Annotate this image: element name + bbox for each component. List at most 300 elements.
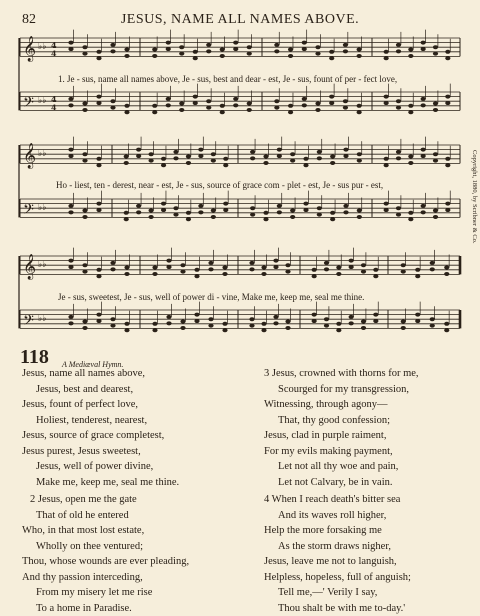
note-head (124, 328, 129, 332)
note-head (373, 319, 378, 323)
note-head (445, 202, 450, 206)
verse-line: Thou, whose wounds are ever pleading, (22, 554, 189, 570)
verse-line: Holiest, tenderest, nearest, (22, 413, 179, 429)
note-head (161, 202, 166, 206)
note-head (433, 152, 438, 156)
note-head (261, 322, 266, 326)
bass-clef: 𝄢 (23, 201, 34, 221)
lyric-line-3: Je - sus, sweetest, Je - sus, well of power di - vine, Make me, keep me, seal me thine. (58, 292, 364, 302)
note-head (208, 267, 213, 271)
note-head (361, 270, 366, 274)
note-head (336, 322, 341, 326)
note-head (250, 206, 255, 210)
note-head (96, 50, 101, 54)
note-head (68, 47, 73, 51)
note-head (330, 217, 335, 221)
note-head (303, 157, 308, 161)
note-head (349, 265, 354, 269)
note-head (361, 326, 366, 330)
note-head (82, 320, 87, 324)
note-head (223, 208, 228, 212)
note-head (110, 106, 115, 110)
note-head (445, 56, 450, 60)
note-head (96, 268, 101, 272)
verse-line: Jesus, source of grace completest, (22, 428, 179, 444)
note-head (349, 321, 354, 325)
note-head (444, 272, 449, 276)
note-head (401, 326, 406, 330)
note-head (384, 56, 389, 60)
note-head (136, 148, 141, 152)
note-head (396, 150, 401, 154)
note-head (408, 217, 413, 221)
note-head (274, 99, 279, 103)
note-head (285, 270, 290, 274)
note-head (433, 45, 438, 49)
note-head (152, 104, 157, 108)
verse-line: Jesus, best and dearest, (22, 382, 179, 398)
note-head (82, 209, 87, 213)
note-head (208, 261, 213, 265)
note-head (433, 209, 438, 213)
verse-line: For my evils making payment, (264, 444, 419, 460)
note-head (421, 148, 426, 152)
note-head (110, 43, 115, 47)
note-head (408, 155, 413, 159)
note-head (361, 320, 366, 324)
note-head (285, 326, 290, 330)
note-head (249, 324, 254, 328)
note-head (68, 315, 73, 319)
note-head (303, 202, 308, 206)
note-head (401, 270, 406, 274)
verse-line: Tell me,—' Verily I say, (264, 585, 411, 601)
note-head (152, 272, 157, 276)
note-head (124, 155, 129, 159)
note-head (401, 263, 406, 267)
copyright-notice (468, 150, 478, 340)
note-head (223, 202, 228, 206)
note-head (433, 215, 438, 219)
note-head (343, 99, 348, 103)
note-head (193, 50, 198, 54)
verse-line: Make me, keep me, seal me thine. (22, 475, 179, 491)
note-head (149, 159, 154, 163)
note-head (124, 211, 129, 215)
key-signature: ♭♭ (38, 96, 47, 106)
note-head (166, 259, 171, 263)
verse-line: And thy passion interceding, (22, 570, 189, 586)
hymn-number: 118 (20, 346, 49, 369)
note-head (82, 270, 87, 274)
verse-line: That of old he entered (22, 508, 189, 524)
note-head (315, 108, 320, 112)
note-head (68, 148, 73, 152)
verse-line: Jesus, fount of perfect love, (22, 397, 179, 413)
note-head (288, 104, 293, 108)
note-head (433, 159, 438, 163)
note-head (288, 110, 293, 114)
note-head (408, 104, 413, 108)
note-head (336, 328, 341, 332)
note-head (302, 97, 307, 101)
note-head (211, 159, 216, 163)
note-head (152, 48, 157, 52)
note-head (68, 154, 73, 158)
note-head (193, 101, 198, 105)
note-head (445, 95, 450, 99)
note-head (357, 152, 362, 156)
hymn-source: A Mediæval Hymn. (62, 360, 123, 369)
note-head (421, 41, 426, 45)
note-head (430, 261, 435, 265)
note-head (445, 50, 450, 54)
note-head (396, 156, 401, 160)
note-head (222, 328, 227, 332)
note-head (220, 104, 225, 108)
note-head (445, 208, 450, 212)
note-head (384, 95, 389, 99)
note-head (247, 108, 252, 112)
note-head (421, 154, 426, 158)
note-head (180, 320, 185, 324)
note-head (421, 97, 426, 101)
note-head (285, 263, 290, 267)
note-head (324, 261, 329, 265)
verse-line: 2 Jesus, open me the gate (22, 492, 189, 508)
note-head (206, 49, 211, 53)
note-head (330, 211, 335, 215)
note-head (430, 324, 435, 328)
note-head (82, 215, 87, 219)
stanza-2 (22, 492, 189, 616)
note-head (222, 322, 227, 326)
note-head (96, 202, 101, 206)
note-head (324, 267, 329, 271)
note-head (373, 313, 378, 317)
verse-line: Wholly on thee ventured; (22, 539, 189, 555)
note-head (186, 161, 191, 165)
note-head (179, 52, 184, 56)
note-head (110, 49, 115, 53)
note-head (179, 45, 184, 49)
note-head (384, 163, 389, 167)
note-head (161, 163, 166, 167)
verse-line: And its waves roll higher, (264, 508, 411, 524)
note-head (220, 48, 225, 52)
note-head (408, 161, 413, 165)
verse-line: Help the more forsaking me (264, 523, 411, 539)
note-head (315, 102, 320, 106)
note-head (421, 103, 426, 107)
note-head (312, 313, 317, 317)
note-head (277, 210, 282, 214)
bass-clef: 𝄢 (23, 312, 34, 332)
note-head (430, 317, 435, 321)
note-head (82, 152, 87, 156)
note-head (430, 267, 435, 271)
lyric-line-2: Ho - liest, ten - derest, near - est, Je - sus, source of grace com - plet - est, Je - sus pur - est, (56, 180, 383, 190)
note-head (220, 54, 225, 58)
note-head (82, 102, 87, 106)
note-head (173, 150, 178, 154)
note-head (206, 99, 211, 103)
note-head (433, 52, 438, 56)
note-head (263, 211, 268, 215)
note-head (357, 215, 362, 219)
note-head (384, 157, 389, 161)
note-head (444, 266, 449, 270)
note-head (396, 213, 401, 217)
note-head (384, 101, 389, 105)
note-head (317, 213, 322, 217)
note-head (312, 319, 317, 323)
note-head (273, 315, 278, 319)
note-head (96, 157, 101, 161)
verse-line: 4 When I reach death's bitter sea (264, 492, 411, 508)
note-head (233, 97, 238, 101)
note-head (415, 313, 420, 317)
note-head (96, 208, 101, 212)
note-head (357, 209, 362, 213)
note-head (180, 270, 185, 274)
note-head (166, 97, 171, 101)
key-signature: ♭♭ (38, 42, 47, 52)
verse-line: From my misery let me rise (22, 585, 189, 601)
note-head (329, 101, 334, 105)
note-head (415, 319, 420, 323)
note-head (68, 103, 73, 107)
note-head (110, 261, 115, 265)
time-signature: 4 (51, 48, 57, 58)
note-head (82, 52, 87, 56)
note-head (445, 101, 450, 105)
note-head (357, 54, 362, 58)
note-head (277, 204, 282, 208)
stanza-3 (264, 366, 419, 490)
note-head (208, 317, 213, 321)
note-head (206, 106, 211, 110)
key-signature: ♭♭ (38, 149, 47, 159)
note-head (303, 163, 308, 167)
note-head (317, 156, 322, 160)
note-head (211, 209, 216, 213)
note-head (312, 268, 317, 272)
note-head (173, 206, 178, 210)
note-head (408, 48, 413, 52)
note-head (124, 266, 129, 270)
note-head (290, 152, 295, 156)
note-head (250, 150, 255, 154)
time-signature: 4 (51, 102, 57, 112)
note-head (68, 259, 73, 263)
note-head (273, 265, 278, 269)
note-head (223, 157, 228, 161)
note-head (152, 328, 157, 332)
note-head (396, 43, 401, 47)
note-head (96, 274, 101, 278)
note-head (233, 103, 238, 107)
treble-clef: 𝄞 (23, 142, 36, 168)
note-head (343, 49, 348, 53)
note-head (274, 106, 279, 110)
note-head (222, 272, 227, 276)
verse-line: Jesus, well of power divine, (22, 459, 179, 475)
treble-clef: 𝄞 (23, 35, 36, 61)
note-head (211, 215, 216, 219)
note-head (263, 217, 268, 221)
note-head (263, 155, 268, 159)
note-head (220, 110, 225, 114)
note-head (357, 48, 362, 52)
verse-line: As the storm draws nigher, (264, 539, 411, 555)
note-head (349, 315, 354, 319)
note-head (249, 267, 254, 271)
note-head (330, 161, 335, 165)
treble-clef: 𝄞 (23, 253, 36, 279)
note-head (180, 263, 185, 267)
note-head (433, 102, 438, 106)
note-head (302, 41, 307, 45)
note-head (198, 148, 203, 152)
note-head (273, 321, 278, 325)
note-head (274, 49, 279, 53)
note-head (96, 56, 101, 60)
note-head (68, 265, 73, 269)
note-head (68, 97, 73, 101)
note-head (193, 95, 198, 99)
note-head (194, 274, 199, 278)
note-head (136, 210, 141, 214)
note-head (274, 43, 279, 47)
note-head (136, 154, 141, 158)
note-head (193, 56, 198, 60)
note-head (329, 50, 334, 54)
stanza-1 (22, 366, 179, 490)
note-head (396, 106, 401, 110)
note-head (247, 45, 252, 49)
verse-line: Jesus, name all names above, (22, 366, 179, 382)
note-head (249, 261, 254, 265)
verse-line: Scourged for my transgression, (264, 382, 419, 398)
note-head (124, 322, 129, 326)
key-signature: ♭♭ (38, 203, 47, 213)
note-head (206, 43, 211, 47)
note-head (444, 328, 449, 332)
note-head (415, 268, 420, 272)
verse-line: Jesus purest, Jesus sweetest, (22, 444, 179, 460)
note-head (384, 202, 389, 206)
verse-line: Who, in that most lost estate, (22, 523, 189, 539)
note-head (421, 204, 426, 208)
verse-line: 3 Jesus, crowned with thorns for me, (264, 366, 419, 382)
note-head (96, 319, 101, 323)
note-head (343, 204, 348, 208)
note-head (110, 267, 115, 271)
verse-line: That, thy good confession; (264, 413, 419, 429)
note-head (124, 110, 129, 114)
note-head (233, 41, 238, 45)
note-head (180, 326, 185, 330)
note-head (401, 320, 406, 324)
note-head (124, 48, 129, 52)
note-head (173, 156, 178, 160)
page-title: JESUS, NAME ALL NAMES ABOVE. (0, 12, 480, 28)
note-head (68, 210, 73, 214)
note-head (166, 265, 171, 269)
verse-line: Helpless, hopeless, full of anguish; (264, 570, 411, 586)
note-head (124, 217, 129, 221)
verse-line: Jesus, clad in purple raiment, (264, 428, 419, 444)
note-head (261, 266, 266, 270)
note-head (186, 155, 191, 159)
note-head (166, 41, 171, 45)
note-head (247, 102, 252, 106)
note-head (124, 272, 129, 276)
note-head (302, 47, 307, 51)
note-head (315, 52, 320, 56)
key-signature: ♭♭ (38, 314, 47, 324)
note-head (149, 152, 154, 156)
note-head (315, 45, 320, 49)
note-head (208, 324, 213, 328)
note-head (96, 313, 101, 317)
note-head (82, 45, 87, 49)
note-head (96, 101, 101, 105)
note-head (317, 150, 322, 154)
note-head (68, 204, 73, 208)
stanza-4 (264, 492, 411, 616)
note-head (329, 95, 334, 99)
note-head (396, 49, 401, 53)
note-head (110, 99, 115, 103)
note-head (384, 208, 389, 212)
note-head (223, 163, 228, 167)
note-head (343, 106, 348, 110)
note-head (68, 321, 73, 325)
note-head (166, 315, 171, 319)
time-signature: 4 (51, 94, 57, 104)
note-head (357, 110, 362, 114)
note-head (373, 274, 378, 278)
note-head (396, 99, 401, 103)
note-head (384, 50, 389, 54)
note-head (408, 110, 413, 114)
note-head (149, 215, 154, 219)
note-head (408, 54, 413, 58)
note-head (110, 324, 115, 328)
note-head (136, 204, 141, 208)
note-head (445, 157, 450, 161)
page-number: 82 (22, 12, 36, 28)
verse-line: Let not all thy woe and pain, (264, 459, 419, 475)
note-head (247, 52, 252, 56)
note-head (166, 103, 171, 107)
note-head (408, 211, 413, 215)
note-head (222, 266, 227, 270)
note-head (343, 154, 348, 158)
note-head (194, 319, 199, 323)
note-head (68, 41, 73, 45)
note-head (152, 266, 157, 270)
note-head (152, 322, 157, 326)
note-head (263, 161, 268, 165)
note-head (250, 213, 255, 217)
note-head (96, 95, 101, 99)
bass-clef: 𝄢 (23, 94, 34, 114)
verse-line: To a home in Paradise. (22, 601, 189, 616)
note-head (161, 208, 166, 212)
